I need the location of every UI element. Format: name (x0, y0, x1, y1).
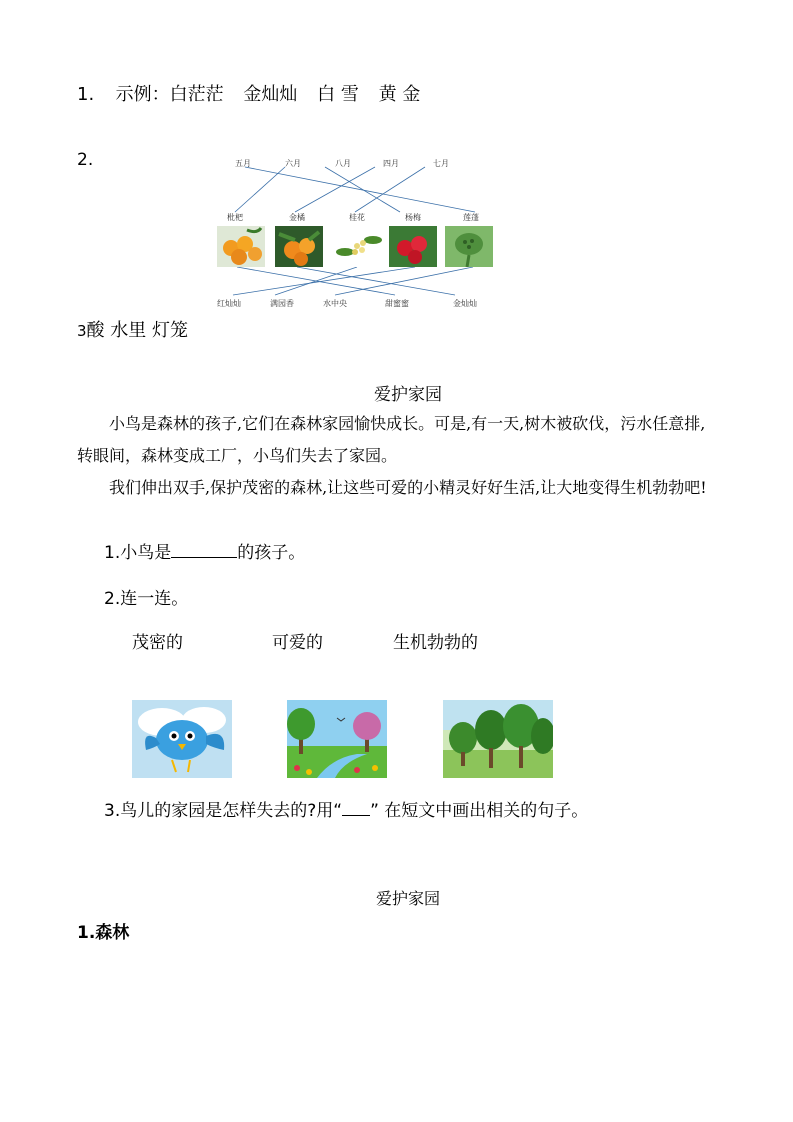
bottom-label: 甜蜜蜜 (385, 299, 409, 308)
answer-blank[interactable] (171, 557, 237, 558)
garden-picture (287, 700, 387, 778)
kumquat-picture (275, 226, 323, 267)
answer-3-number: 3 (77, 322, 87, 340)
answers-item-1: 1.森林 (77, 923, 130, 943)
answer-3 (77, 316, 188, 342)
bottom-label: 满园香 (270, 299, 294, 308)
fruit-label: 桂花 (349, 213, 365, 222)
fruit-label: 金橘 (289, 213, 305, 222)
adjective-2: 可爱的 (272, 633, 323, 653)
question-3-text: ” 在短文中画出相关的句子。 (370, 801, 589, 821)
fruit-label: 枇杷 (227, 213, 243, 222)
answer-blank[interactable] (342, 815, 370, 816)
bayberry-picture (389, 226, 437, 267)
loquat-picture (217, 226, 265, 267)
osmanthus-picture (335, 226, 383, 267)
answer-2-number: 2. (77, 150, 94, 170)
month-label: 七月 (433, 159, 449, 168)
answer-1-number: 1. (77, 84, 95, 105)
answer-1 (77, 80, 420, 106)
month-label: 五月 (235, 159, 251, 168)
forest-picture (443, 700, 553, 778)
answer-1-word: 黄 金 (378, 84, 421, 105)
bottom-label: 红灿灿 (217, 299, 241, 308)
passage-paragraph-2: 我们伸出双手,保护茂密的森林,让这些可爱的小精灵好好生活,让大地变得生机勃勃吧! (109, 478, 707, 497)
month-label: 六月 (285, 159, 301, 168)
adjective-1: 茂密的 (132, 633, 183, 653)
question-3-text: 3.鸟儿的家园是怎样失去的?用“ (104, 801, 343, 821)
bottom-label: 水中央 (323, 299, 347, 308)
month-label: 八月 (335, 159, 351, 168)
question-2: 2.连一连。 (104, 589, 189, 609)
answer-1-word: 白 雪 (317, 84, 359, 105)
passage-title: 爱护家园 (374, 385, 442, 405)
fruit-label: 莲蓬 (463, 213, 479, 222)
question-1-text: 1.小鸟是 (104, 543, 172, 563)
matching-figure (215, 150, 495, 312)
bird-picture (132, 700, 232, 778)
question-1-text: 的孩子。 (237, 543, 306, 563)
answer-3-text: 酸 水里 灯笼 (86, 320, 188, 341)
answers-title: 爱护家园 (376, 889, 441, 908)
lotus-pod-picture (445, 226, 493, 267)
bottom-label: 金灿灿 (453, 299, 477, 308)
question-1 (104, 538, 305, 563)
passage-paragraph-1: 小鸟是森林的孩子,它们在森林家园愉快成长。可是,有一天,树木被砍伐，污水任意排,转眼间，森林变成工厂，小鸟们失去了家园。 (77, 414, 706, 465)
fruit-label: 杨梅 (405, 213, 421, 222)
question-3 (104, 796, 588, 821)
month-label: 四月 (383, 159, 399, 168)
answer-1-example: 示例：白茫茫 (115, 84, 224, 105)
adjective-3: 生机勃勃的 (393, 633, 478, 653)
answer-1-word: 金灿灿 (243, 84, 298, 105)
